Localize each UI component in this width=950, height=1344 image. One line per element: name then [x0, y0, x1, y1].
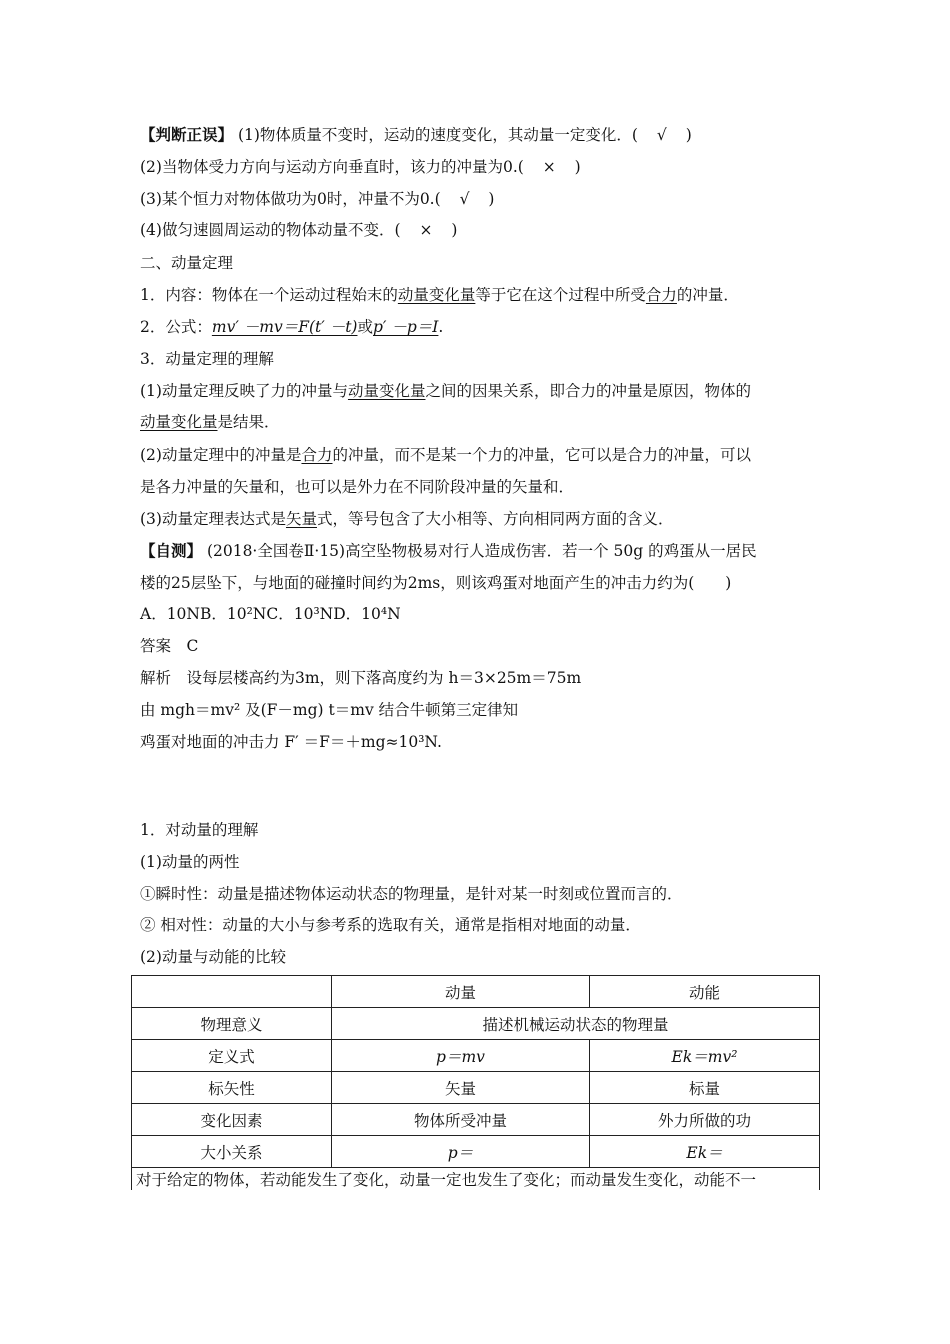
table-row [132, 1008, 820, 1040]
table-footer-row [132, 1168, 820, 1191]
judge-item-text: (2)当物体受力方向与运动方向垂直时，该力的冲量为0.( [140, 158, 524, 176]
judge-item-text: (4)做匀速圆周运动的物体动量不变．( [140, 221, 401, 239]
selftest-line-2: 楼的25层坠下，与地面的碰撞时间约为2ms，则该鸡蛋对地面产生的冲击力约为( ) [140, 574, 732, 592]
formula: p′ －p＝I [373, 318, 439, 336]
analysis-line: 鸡蛋对地面的冲击力 F′ ＝F＝＋mg≈10³N. [140, 733, 442, 751]
underlined-term: 矢量 [285, 510, 317, 528]
judge-line-1 [140, 124, 692, 146]
selftest-tag: 【自测】 [140, 541, 203, 560]
check-mark: √ [656, 126, 667, 144]
table-row [132, 1040, 820, 1072]
sub-heading: (1)动量的两性 [140, 853, 240, 871]
options-line: A．10NB．10²NC．10³ND．10⁴N [140, 605, 401, 623]
text-span: 之间的因果关系，即合力的冲量是原因，物体的 [425, 382, 751, 400]
table-row [132, 1104, 820, 1136]
table-cell: Ek＝ [590, 1136, 820, 1168]
table-row [132, 1136, 820, 1168]
content-line: 是各力冲量的矢量和，也可以是外力在不同阶段冲量的矢量和． [140, 478, 575, 496]
underlined-term: 合力 [301, 446, 333, 464]
sub-heading: (2)动量与动能的比较 [140, 948, 286, 966]
row-label: 大小关系 [132, 1136, 332, 1168]
answer-line: 答案 C [140, 637, 199, 655]
content-line [140, 411, 280, 433]
text-span: (2)动量定理中的冲量是 [140, 446, 302, 464]
formula-line [140, 316, 443, 338]
judge-line-4 [140, 219, 457, 241]
text-span: 式，等号包含了大小相等、方向相同两方面的含义． [316, 510, 674, 528]
text-span: . [438, 318, 444, 336]
table-cell: 物体所受冲量 [332, 1104, 590, 1136]
underlined-term: 动量变化量 [347, 382, 426, 400]
content-line [140, 444, 751, 466]
content-line [140, 380, 751, 402]
judge-tag: 【判断正误】 [140, 125, 234, 144]
check-mark: √ [459, 190, 470, 208]
text-span: 等于它在这个过程中所受 [475, 286, 646, 304]
underlined-term: 动量变化量 [140, 413, 218, 431]
row-label: 变化因素 [132, 1104, 332, 1136]
table-cell: p＝ [332, 1136, 590, 1168]
table-footer-cell: 对于给定的物体，若动能发生了变化，动量一定也发生了变化；而动量发生变化，动能不一 [132, 1168, 820, 1191]
text-span: 2．公式： [140, 318, 212, 336]
text-span: (1)动量定理反映了力的冲量与 [140, 382, 348, 400]
judge-item-end: ) [488, 190, 495, 208]
table-header-cell: 动能 [590, 976, 820, 1008]
analysis-line: 由 mgh＝mv² 及(F－mg) t＝mv 结合牛顿第三定律知 [140, 701, 519, 719]
topic-heading: 1．对动量的理解 [140, 821, 259, 839]
text-span: 的冲量． [676, 286, 739, 304]
content-line [140, 284, 739, 306]
underlined-term: 合力 [645, 286, 677, 304]
judge-item-end: ) [574, 158, 581, 176]
content-line: ①瞬时性：动量是描述物体运动状态的物理量，是针对某一时刻或位置而言的． [140, 885, 683, 903]
row-label: 定义式 [132, 1040, 332, 1072]
row-label: 标矢性 [132, 1072, 332, 1104]
judge-line-3 [140, 188, 494, 210]
table-cell: 矢量 [332, 1072, 590, 1104]
text-span: (2018·全国卷Ⅱ·15)高空坠物极易对行人造成伤害．若一个 50g 的鸡蛋从一居民 [202, 542, 757, 560]
sub-heading: 3．动量定理的理解 [140, 350, 274, 368]
merged-cell: 描述机械运动状态的物理量 [332, 1008, 820, 1040]
underlined-term: 动量变化量 [397, 286, 476, 304]
judge-item-text: (1)物体质量不变时，运动的速度变化，其动量一定变化．( [237, 126, 638, 144]
formula: mv′ －mv＝F(t′ －t) [211, 318, 358, 336]
analysis-line: 解析 设每层楼高约为3m，则下落高度约为 h＝3×25m＝75m [140, 669, 582, 687]
selftest-line-1 [140, 540, 757, 562]
content-line [140, 508, 674, 530]
cross-mark: × [419, 221, 433, 239]
table-header-cell [132, 976, 332, 1008]
judge-item-end: ) [451, 221, 458, 239]
table-header-row [132, 976, 820, 1008]
table-cell: Ek＝mv² [590, 1040, 820, 1072]
text-span: 的冲量，而不是某一个力的冲量，它可以是合力的冲量，可以 [332, 446, 751, 464]
cross-mark: × [542, 158, 556, 176]
judge-item-end: ) [685, 126, 692, 144]
judge-line-2 [140, 156, 581, 178]
table-cell: 标量 [590, 1072, 820, 1104]
table-cell: 外力所做的功 [590, 1104, 820, 1136]
row-label: 物理意义 [132, 1008, 332, 1040]
section-heading: 二、动量定理 [140, 254, 234, 272]
judge-item-text: (3)某个恒力对物体做功为0时，冲量不为0.( [140, 190, 441, 208]
text-span: 是结果． [217, 413, 280, 431]
text-span: (3)动量定理表达式是 [140, 510, 286, 528]
table-cell: p＝mv [332, 1040, 590, 1072]
text-span: 或 [357, 318, 373, 336]
content-line: ② 相对性：动量的大小与参考系的选取有关，通常是指相对地面的动量． [140, 916, 641, 934]
table-row [132, 1072, 820, 1104]
table-header-cell: 动量 [332, 976, 590, 1008]
text-span: 1．内容：物体在一个运动过程始末的 [140, 286, 398, 304]
comparison-table [131, 975, 820, 1190]
